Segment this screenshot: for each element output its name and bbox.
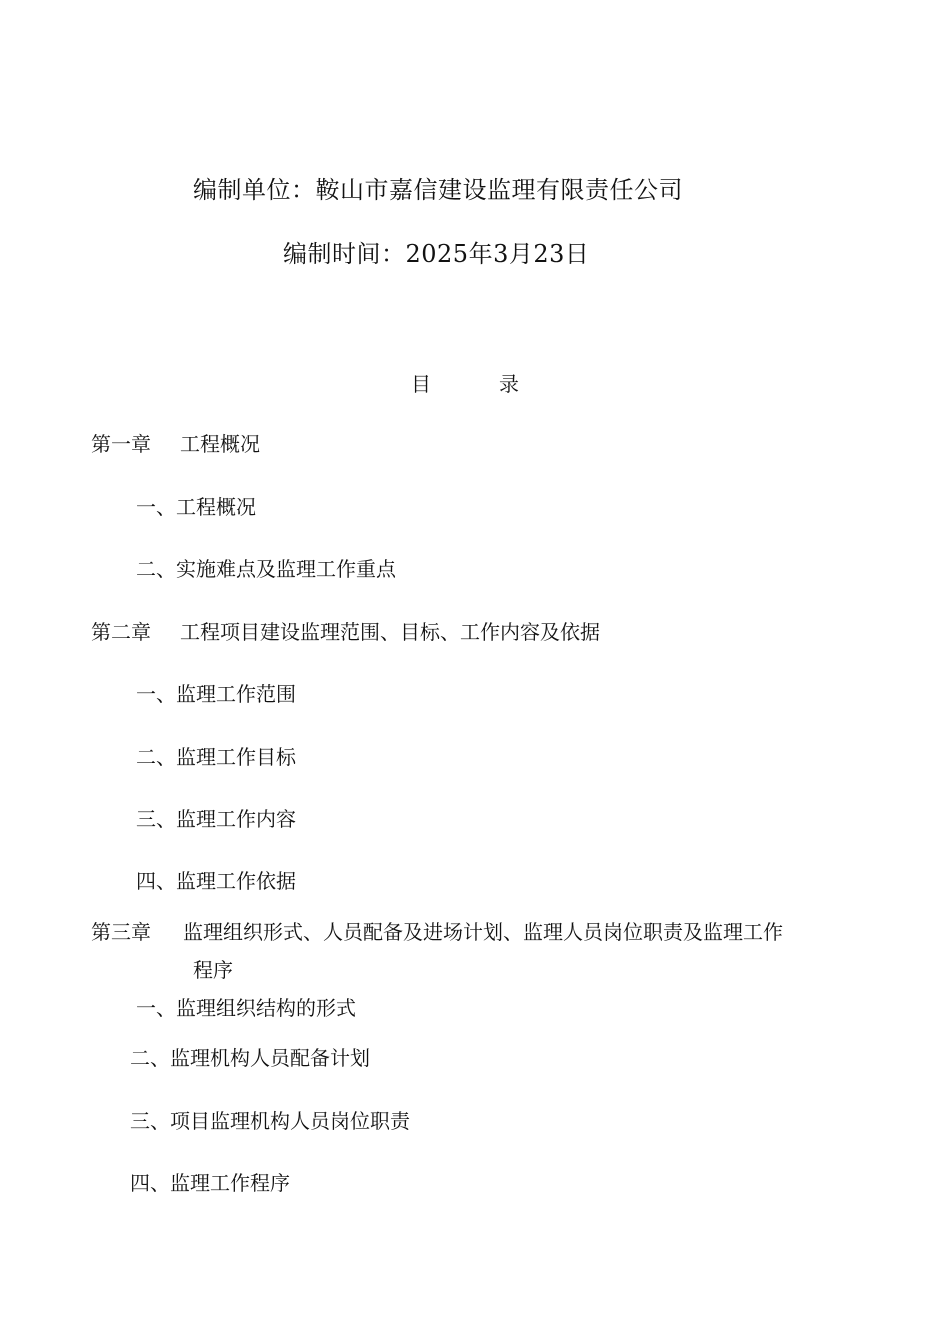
toc-section-1-2[interactable]: [136, 559, 396, 579]
chapter-3-title: 监理组织形式、人员配备及进场计划、监理人员岗位职责及监理工作: [183, 920, 783, 944]
section-title: 三、项目监理机构人员岗位职责: [130, 1109, 410, 1133]
section-title: 四、监理工作依据: [136, 869, 296, 893]
toc-section-2-3[interactable]: [136, 809, 296, 829]
section-title: 二、监理机构人员配备计划: [130, 1046, 370, 1070]
toc-heading-left: 目: [411, 372, 431, 396]
section-title: 一、工程概况: [136, 495, 256, 519]
chapter-3-number: 第三章: [91, 920, 151, 944]
toc-chapter-1[interactable]: [91, 434, 260, 454]
toc-section-3-4[interactable]: [130, 1173, 290, 1193]
toc-section-3-2[interactable]: [130, 1048, 370, 1068]
compiling-date: 编制时间：2025年3月23日: [283, 240, 590, 268]
toc-section-3-1[interactable]: [136, 998, 356, 1018]
toc-section-2-4[interactable]: [136, 871, 296, 891]
section-title: 一、监理工作范围: [136, 682, 296, 706]
section-title: 二、实施难点及监理工作重点: [136, 557, 396, 581]
chapter-2-number: 第二章: [91, 620, 151, 644]
chapter-1-number: 第一章: [91, 432, 151, 456]
chapter-2-title: 工程项目建设监理范围、目标、工作内容及依据: [180, 620, 600, 644]
section-title: 二、监理工作目标: [136, 745, 296, 769]
chapter-3-title-continued: 程序: [193, 958, 233, 982]
toc-heading-right: 录: [499, 372, 519, 396]
section-title: 四、监理工作程序: [130, 1171, 290, 1195]
toc-chapter-3-continued[interactable]: [193, 960, 233, 980]
toc-section-2-1[interactable]: [136, 684, 296, 704]
toc-section-1-1[interactable]: [136, 497, 256, 517]
toc-section-3-3[interactable]: [130, 1111, 410, 1131]
toc-heading: [0, 374, 930, 394]
compiling-unit: 编制单位：鞍山市嘉信建设监理有限责任公司: [193, 176, 683, 204]
toc-chapter-3[interactable]: [91, 922, 783, 942]
toc-section-2-2[interactable]: [136, 747, 296, 767]
section-title: 一、监理组织结构的形式: [136, 996, 356, 1020]
section-title: 三、监理工作内容: [136, 807, 296, 831]
chapter-1-title: 工程概况: [180, 432, 260, 456]
toc-chapter-2[interactable]: [91, 622, 600, 642]
